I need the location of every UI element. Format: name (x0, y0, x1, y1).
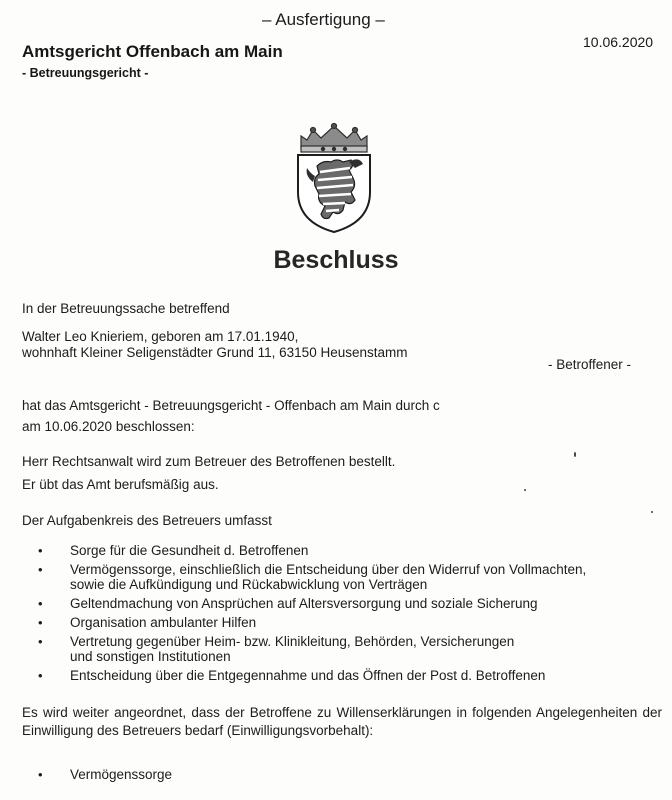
duties-list (36, 543, 661, 687)
scan-speck (574, 452, 576, 457)
list-item-text: Geltendmachung von Ansprüchen auf Altersversorgung und soziale Sicherung (70, 596, 538, 611)
list-item-text: Entscheidung über die Entgegennahme und das Öffnen der Post d. Betroffenen (70, 668, 546, 683)
bullet-icon: • (38, 668, 43, 683)
list-item (36, 543, 661, 558)
bullet-icon: • (38, 596, 43, 611)
list-item (36, 562, 661, 592)
list-item-text: Sorge für die Gesundheit d. Betroffenen (70, 543, 309, 558)
intro-text: In der Betreuungssache betreffend (22, 301, 230, 316)
document-title: Beschluss (273, 246, 399, 274)
court-name: Amtsgericht Offenbach am Main (22, 42, 283, 61)
list-item (36, 634, 661, 664)
bullet-icon: • (38, 634, 43, 649)
professional-text: Er übt das Amt berufsmäßig aus. (22, 477, 219, 492)
list-item-text: Organisation ambulanter Hilfen (70, 615, 257, 630)
person-address: wohnhaft Kleiner Seligenstädter Grund 11, 63150 Heusenstamm (22, 345, 408, 360)
list-item (36, 767, 636, 782)
bullet-icon: • (38, 767, 43, 782)
reservation-paragraph: Es wird weiter angeordnet, dass der Betroffene zu Willenserklärungen in folgenden Angelegenheiten der Einwilligung des Betreuers bedarf (Einwilligungsvorbehalt): (22, 705, 662, 738)
hessen-coat-of-arms-icon (293, 122, 375, 234)
decision-date: am 10.06.2020 beschlossen: (22, 419, 195, 434)
bullet-icon: • (38, 543, 43, 558)
reservation-list (36, 767, 636, 786)
scan-speck (524, 489, 526, 491)
list-item-text: Vermögenssorge, einschließlich die Entscheidung über den Widerruf von Vollmachten, (70, 562, 587, 577)
person-name-birth: Walter Leo Knieriem, geboren am 17.01.1940, (22, 329, 299, 344)
scope-intro: Der Aufgabenkreis des Betreuers umfasst (22, 513, 272, 528)
scan-speck (651, 511, 653, 513)
court-department: - Betreuungsgericht - (22, 66, 149, 80)
list-item-text-cont: und sonstigen Institutionen (70, 649, 231, 664)
decision-text: hat das Amtsgericht - Betreuungsgericht - Offenbach am Main durch c (22, 398, 440, 413)
bullet-icon: • (38, 562, 43, 577)
appointment-text: Herr Rechtsanwalt wird zum Betreuer des Betroffenen bestellt. (22, 454, 396, 469)
crown-icon (301, 124, 367, 153)
list-item-text: Vertretung gegenüber Heim- bzw. Klinikleitung, Behörden, Versicherungen (70, 634, 515, 649)
bullet-icon: • (38, 615, 43, 630)
list-item-text-cont: sowie die Aufkündigung und Rückabwicklung von Verträgen (70, 577, 428, 592)
document-date: 10.06.2020 (583, 34, 654, 50)
list-item-text: Vermögenssorge (70, 767, 173, 782)
ausfertigung-label: – Ausfertigung – (262, 10, 385, 29)
list-item (36, 668, 661, 683)
list-item (36, 596, 661, 611)
person-role: - Betroffener - (548, 357, 632, 372)
list-item (36, 615, 661, 630)
